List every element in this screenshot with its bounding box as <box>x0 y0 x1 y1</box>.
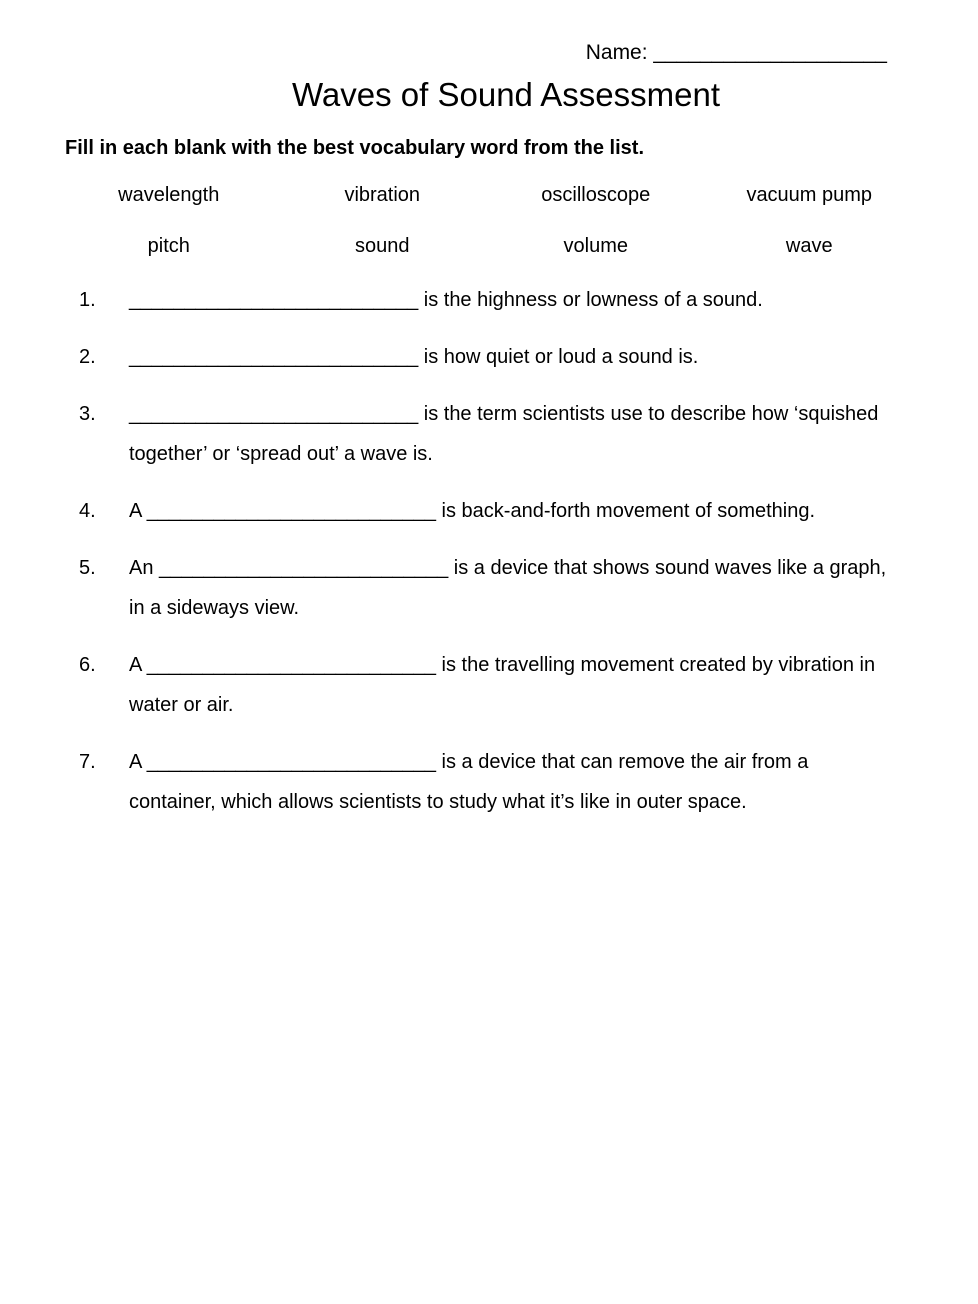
word-bank-item: vibration <box>344 184 421 206</box>
question-text[interactable]: A __________________________ is back-and-forth movement of something. <box>129 500 816 522</box>
question-text[interactable]: __________________________ is the highness or lowness of a sound. <box>129 289 763 311</box>
question-item <box>0 337 978 377</box>
question-number: 7. <box>79 751 96 773</box>
word-bank-row <box>62 178 916 229</box>
word-bank-item: pitch <box>147 235 190 257</box>
question-number: 4. <box>79 500 96 522</box>
question-text[interactable]: __________________________ is the term scientists use to describe how ‘squished together’ or ‘spread out’ a wave is. <box>129 403 879 465</box>
question-number: 6. <box>79 654 96 676</box>
question-item <box>0 548 978 628</box>
word-bank <box>62 178 916 280</box>
word-bank-item: volume <box>563 235 628 257</box>
question-item <box>0 491 978 531</box>
question-item <box>0 280 978 320</box>
question-text[interactable]: A __________________________ is the travelling movement created by vibration in water or air. <box>129 654 876 716</box>
name-field[interactable]: Name: ____________________ <box>585 41 887 64</box>
question-item <box>0 645 978 725</box>
question-number: 3. <box>79 403 96 425</box>
question-item <box>0 742 978 822</box>
word-bank-item: oscilloscope <box>541 184 651 206</box>
word-bank-item: vacuum pump <box>746 184 873 206</box>
word-bank-row <box>62 229 916 280</box>
question-text[interactable]: A __________________________ is a device that can remove the air from a container, which allows scientists to study what it’s like in outer space. <box>129 751 809 813</box>
question-item <box>0 394 978 474</box>
instructions: Fill in each blank with the best vocabulary word from the list. <box>65 137 644 159</box>
question-list <box>0 280 978 839</box>
question-number: 2. <box>79 346 96 368</box>
question-text[interactable]: An __________________________ is a device that shows sound waves like a graph, in a sideways view. <box>129 557 887 619</box>
question-number: 1. <box>79 289 96 311</box>
page-title: Waves of Sound Assessment <box>292 76 720 113</box>
question-number: 5. <box>79 557 96 579</box>
word-bank-item: wavelength <box>118 184 220 206</box>
word-bank-item: sound <box>355 235 410 257</box>
question-text[interactable]: __________________________ is how quiet or loud a sound is. <box>129 346 699 368</box>
word-bank-item: wave <box>785 235 833 257</box>
